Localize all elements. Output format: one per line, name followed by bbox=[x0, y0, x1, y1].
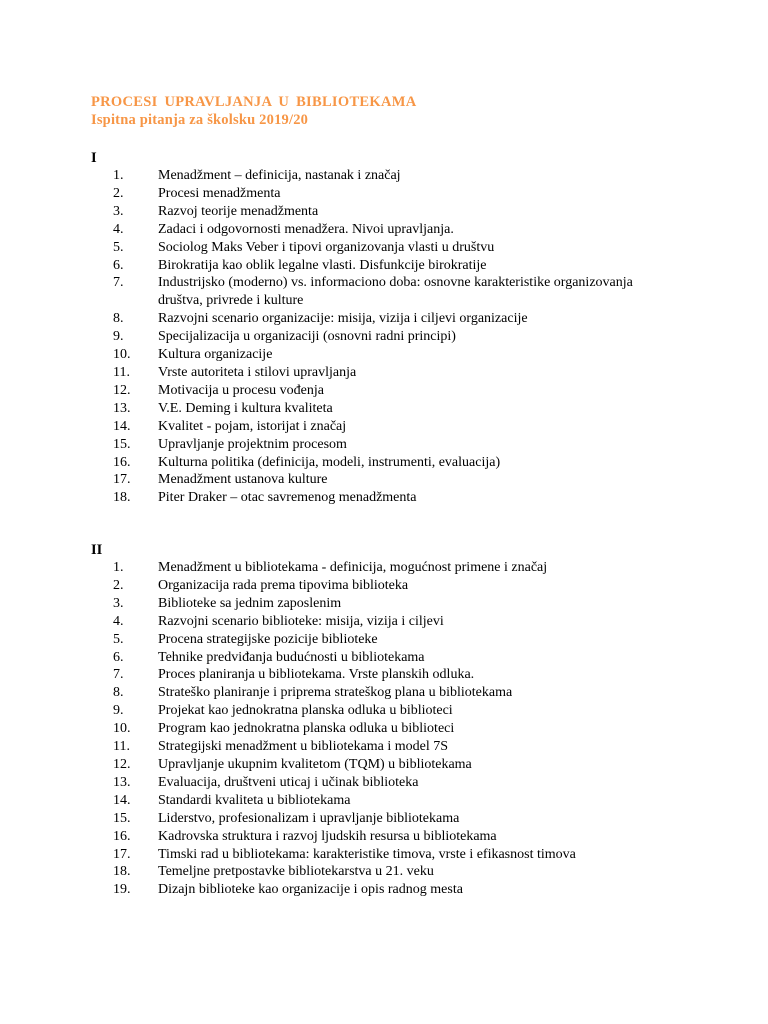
section-heading: I bbox=[91, 150, 97, 166]
question-number: 14. bbox=[113, 792, 131, 808]
question-item bbox=[91, 436, 678, 454]
question-item bbox=[91, 257, 678, 275]
question-number: 4. bbox=[113, 221, 124, 237]
question-item bbox=[91, 577, 678, 595]
question-number: 6. bbox=[113, 649, 124, 665]
question-text: Vrste autoriteta i stilovi upravljanja bbox=[158, 364, 357, 380]
question-item bbox=[91, 185, 678, 203]
question-item bbox=[91, 702, 678, 720]
question-text: Razvoj teorije menadžmenta bbox=[158, 203, 319, 219]
question-item bbox=[91, 454, 678, 472]
question-text: Specijalizacija u organizaciji (osnovni radni principi) bbox=[158, 329, 456, 345]
question-text: Razvojni scenario biblioteke: misija, vizija i ciljevi bbox=[158, 613, 444, 629]
question-text: Liderstvo, profesionalizam i upravljanje bibliotekama bbox=[158, 810, 460, 826]
question-number: 3. bbox=[113, 595, 124, 611]
question-item bbox=[91, 863, 678, 881]
question-text: Kvalitet - pojam, istorijat i značaj bbox=[158, 418, 347, 434]
question-text: Organizacija rada prema tipovima biblioteka bbox=[158, 577, 409, 593]
question-text: Birokratija kao oblik legalne vlasti. Disfunkcije birokratije bbox=[158, 257, 487, 273]
question-number: 15. bbox=[113, 810, 131, 826]
question-number: 5. bbox=[113, 631, 124, 647]
question-text: Kultura organizacije bbox=[158, 347, 273, 363]
question-item bbox=[91, 471, 678, 489]
question-item bbox=[91, 774, 678, 792]
question-number: 16. bbox=[113, 454, 131, 470]
question-number: 6. bbox=[113, 257, 124, 273]
question-item bbox=[91, 382, 678, 400]
question-number: 11. bbox=[113, 739, 130, 755]
question-item bbox=[91, 810, 678, 828]
question-item bbox=[91, 167, 678, 185]
question-text: Procena strategijske pozicije biblioteke bbox=[158, 631, 378, 647]
question-item bbox=[91, 649, 678, 667]
question-number: 13. bbox=[113, 400, 131, 416]
question-item bbox=[91, 328, 678, 346]
document-subtitle: Ispitna pitanja za školsku 2019/20 bbox=[91, 112, 309, 128]
question-text: Dizajn biblioteke kao organizacije i opis radnog mesta bbox=[158, 882, 463, 898]
question-item bbox=[91, 400, 678, 418]
question-number: 1. bbox=[113, 168, 124, 183]
question-number: 16. bbox=[113, 828, 131, 844]
section-2 bbox=[91, 541, 678, 899]
question-item bbox=[91, 684, 678, 702]
question-number: 3. bbox=[113, 203, 124, 219]
question-item bbox=[91, 720, 678, 738]
question-text: Standardi kvaliteta u bibliotekama bbox=[158, 792, 351, 808]
question-text: Proces planiranja u bibliotekama. Vrste planskih odluka. bbox=[158, 667, 475, 683]
question-number: 18. bbox=[113, 490, 131, 506]
question-item bbox=[91, 559, 678, 577]
question-number: 17. bbox=[113, 846, 131, 862]
question-text: Industrijsko (moderno) vs. informaciono doba: osnovne karakteristike organizovanja društva, privrede i kulture bbox=[158, 275, 633, 309]
question-number: 7. bbox=[113, 275, 124, 291]
question-text: Sociolog Maks Veber i tipovi organizovanja vlasti u društvu bbox=[158, 239, 495, 255]
question-item bbox=[91, 881, 678, 899]
question-text: Razvojni scenario organizacije: misija, vizija i ciljevi organizacije bbox=[158, 311, 528, 327]
question-number: 2. bbox=[113, 577, 124, 593]
question-number: 8. bbox=[113, 685, 124, 701]
question-text: Upravljanje projektnim procesom bbox=[158, 436, 347, 452]
question-item bbox=[91, 364, 678, 382]
question-text: Upravljanje ukupnim kvalitetom (TQM) u bibliotekama bbox=[158, 756, 472, 772]
question-number: 10. bbox=[113, 347, 131, 363]
question-item bbox=[91, 239, 678, 257]
question-item bbox=[91, 792, 678, 810]
question-item bbox=[91, 274, 678, 310]
question-item bbox=[91, 631, 678, 649]
question-item bbox=[91, 846, 678, 864]
question-number: 18. bbox=[113, 864, 131, 880]
question-number: 8. bbox=[113, 311, 124, 327]
question-item bbox=[91, 666, 678, 684]
question-item bbox=[91, 310, 678, 328]
section-heading: II bbox=[91, 542, 103, 558]
question-text: Projekat kao jednokratna planska odluka u biblioteci bbox=[158, 703, 453, 719]
section-1 bbox=[91, 149, 678, 507]
question-text: Evaluacija, društveni uticaj i učinak biblioteka bbox=[158, 774, 419, 790]
question-text: Procesi menadžmenta bbox=[158, 185, 281, 201]
question-number: 9. bbox=[113, 703, 124, 719]
question-number: 5. bbox=[113, 239, 124, 255]
question-text: Zadaci i odgovornosti menadžera. Nivoi upravljanja. bbox=[158, 221, 454, 237]
question-number: 15. bbox=[113, 436, 131, 452]
question-text: Kadrovska struktura i razvoj ljudskih resursa u bibliotekama bbox=[158, 828, 497, 844]
question-item bbox=[91, 756, 678, 774]
question-number: 4. bbox=[113, 613, 124, 629]
question-number: 17. bbox=[113, 472, 131, 488]
question-text: Piter Draker – otac savremenog menadžmenta bbox=[158, 490, 417, 506]
question-item bbox=[91, 221, 678, 239]
question-item bbox=[91, 489, 678, 507]
question-text: Temeljne pretpostavke bibliotekarstva u 21. veku bbox=[158, 864, 434, 880]
question-text: Menadžment u bibliotekama - definicija, mogućnost primene i značaj bbox=[158, 560, 548, 575]
question-item bbox=[91, 418, 678, 436]
question-text: Strateško planiranje i priprema strateškog plana u bibliotekama bbox=[158, 685, 513, 701]
question-item bbox=[91, 595, 678, 613]
question-list bbox=[91, 167, 678, 507]
question-text: Menadžment ustanova kulture bbox=[158, 472, 328, 488]
question-number: 13. bbox=[113, 774, 131, 790]
question-number: 19. bbox=[113, 882, 131, 898]
document-title: PROCESI UPRAVLJANJA U BIBLIOTEKAMA bbox=[91, 94, 417, 110]
question-item bbox=[91, 203, 678, 221]
question-number: 10. bbox=[113, 721, 131, 737]
question-text: Strategijski menadžment u bibliotekama i model 7S bbox=[158, 739, 449, 755]
question-text: Motivacija u procesu vođenja bbox=[158, 382, 325, 398]
question-number: 1. bbox=[113, 560, 124, 575]
question-number: 7. bbox=[113, 667, 124, 683]
question-text: Menadžment – definicija, nastanak i značaj bbox=[158, 168, 401, 183]
question-number: 12. bbox=[113, 756, 131, 772]
question-item bbox=[91, 346, 678, 364]
question-text: V.E. Deming i kultura kvaliteta bbox=[158, 400, 333, 416]
question-number: 9. bbox=[113, 329, 124, 345]
question-text: Program kao jednokratna planska odluka u biblioteci bbox=[158, 721, 455, 737]
question-item bbox=[91, 738, 678, 756]
question-number: 14. bbox=[113, 418, 131, 434]
document-header bbox=[91, 93, 417, 129]
question-text: Kulturna politika (definicija, modeli, instrumenti, evaluacija) bbox=[158, 454, 501, 470]
question-number: 11. bbox=[113, 364, 130, 380]
question-text: Timski rad u bibliotekama: karakteristike timova, vrste i efikasnost timova bbox=[158, 846, 576, 862]
question-number: 12. bbox=[113, 382, 131, 398]
question-text: Biblioteke sa jednim zaposlenim bbox=[158, 595, 342, 611]
question-item bbox=[91, 613, 678, 631]
question-item bbox=[91, 828, 678, 846]
question-text: Tehnike predviđanja budućnosti u bibliotekama bbox=[158, 649, 425, 665]
question-number: 2. bbox=[113, 185, 124, 201]
question-list bbox=[91, 559, 678, 899]
